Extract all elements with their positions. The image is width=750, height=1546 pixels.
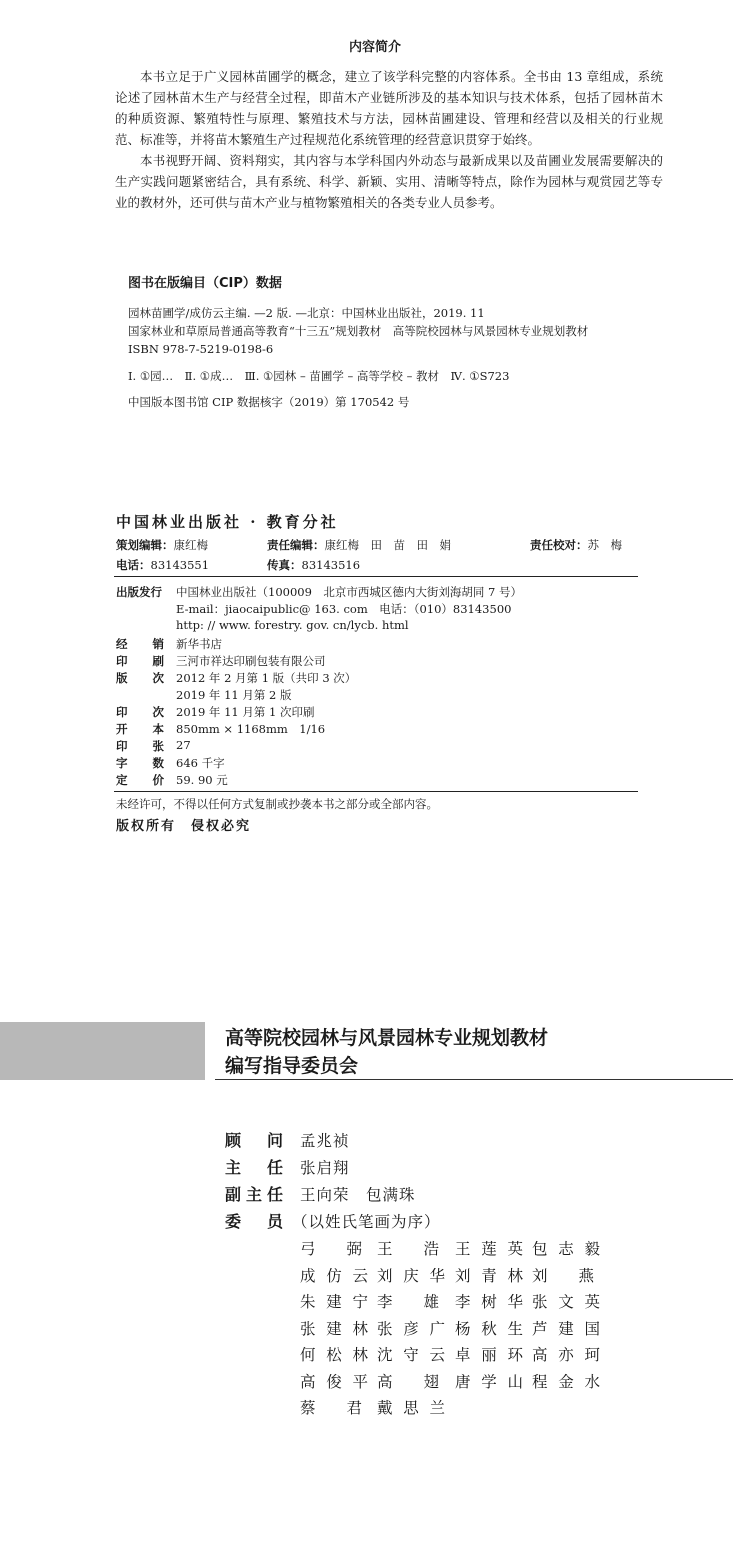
- summary-paragraph-2: 本书视野开阔、资料翔实，其内容与本学科国内外动态与最新成果以及苗圃业发展需要解决的生产实践问题紧密结合，具有系统、科学、新颖、实用、清晰等特点，除作为园林与观赏园艺等专业的教材外，还可供与苗木产业与植物繁殖相关的各类专业人员参考。: [115, 153, 663, 210]
- colophon-value-seller: 新华书店: [176, 637, 222, 651]
- committee-member: 成 仿 云: [300, 1266, 368, 1285]
- role-deputy-director: 副 主 任: [225, 1185, 283, 1204]
- committee-member: 弓 弼: [300, 1240, 362, 1258]
- fax: 83143516: [301, 558, 361, 572]
- committee-member: 蔡 君: [300, 1399, 362, 1417]
- committee-title-line1: 高等院校园林与风景园林专业规划教材: [225, 1027, 549, 1049]
- colophon-value-website: http: // www. forestry. gov. cn/lycb. html: [176, 618, 409, 632]
- committee-member: 李 树 华: [455, 1293, 523, 1311]
- committee-member: 高 翅: [377, 1372, 439, 1391]
- colophon-label-printer-text: 印 刷: [116, 654, 164, 668]
- committee-member: 高 亦 珂: [532, 1346, 600, 1364]
- colophon-label-price-text: 定 价: [116, 773, 164, 787]
- summary-title: 内容简介: [348, 40, 401, 55]
- role-advisor: 顾 问: [225, 1131, 283, 1150]
- colophon-label-sheets-text: 印 张: [116, 739, 164, 753]
- copy-notice: 未经许可，不得以任何方式复制或抄袭本书之部分或全部内容。: [116, 797, 438, 811]
- committee-member: 戴 思 兰: [377, 1399, 445, 1417]
- colophon-label-format-text: 开 本: [116, 722, 164, 736]
- committee-member: 刘 青 林: [455, 1266, 523, 1285]
- colophon-label-words: [116, 755, 174, 771]
- divider-top: [114, 576, 638, 577]
- editor-row: [116, 537, 208, 553]
- members-order-note: （以姓氏笔画为序）: [292, 1213, 441, 1231]
- colophon-label-printing: [116, 704, 174, 720]
- cip-title: 图书在版编目（CIP）数据: [128, 276, 282, 291]
- planning-editor: 康红梅: [173, 538, 208, 552]
- cip-line-5: 中国版本图书馆 CIP 数据核字（2019）第 170542 号: [128, 395, 410, 409]
- proofreader: 苏 梅: [587, 538, 622, 552]
- phone-row: [116, 557, 209, 573]
- publisher-name: 中国林业出版社 · 教育分社: [116, 513, 339, 531]
- committee-member: 杨 秋 生: [455, 1319, 523, 1338]
- colophon-value-edition-2: 2019 年 11 月第 2 版: [176, 688, 292, 702]
- colophon-value-printer: 三河市祥达印刷包装有限公司: [176, 654, 326, 668]
- advisor-name: 孟兆祯: [300, 1132, 350, 1150]
- proofreader-label: 责任校对：: [530, 538, 588, 552]
- colophon-value-address: 中国林业出版社（100009 北京市西城区德内大街刘海胡同 7 号）: [176, 585, 523, 599]
- responsible-editor: 康红梅 田 苗 田 娟: [324, 538, 451, 552]
- colophon-label-sheets: [116, 738, 174, 754]
- committee-title-line2: 编写指导委员会: [225, 1055, 359, 1077]
- planning-editor-label: 策划编辑：: [116, 538, 174, 552]
- divider-bottom: [114, 791, 638, 792]
- colophon-label-distribution: 出版发行: [116, 585, 162, 599]
- fax-label: 传真：: [267, 558, 302, 572]
- colophon-value-price: 59. 90 元: [176, 773, 228, 787]
- summary-paragraph-1: 本书立足于广义园林苗圃学的概念，建立了该学科完整的内容体系。全书由 13 章组成，系统论述了园林苗木生产与经营全过程，即苗木产业链所涉及的基本知识与技术体系，包括了园林苗木的种质资源、繁殖特性与原理、繁殖技术与方法，园林苗圃建设、管理和经营以及相关的行业规范、标准等，并将苗木繁殖生产过程规范化系统管理的经营意识贯穿于始终。: [115, 69, 663, 147]
- committee-member: 王 浩: [377, 1240, 439, 1258]
- colophon-label-price: [116, 772, 174, 788]
- colophon-value-words: 646 千字: [176, 756, 225, 770]
- committee-member: 沈 守 云: [377, 1346, 445, 1364]
- rights-reserved: 版权所有 侵权必究: [116, 819, 252, 834]
- committee-member: 卓 丽 环: [455, 1346, 523, 1364]
- committee-member: 包 志 毅: [532, 1240, 600, 1258]
- colophon-value-printing: 2019 年 11 月第 1 次印刷: [176, 705, 315, 719]
- colophon-value-format: 850mm × 1168mm 1/16: [176, 722, 326, 736]
- committee-member: 张 文 英: [532, 1293, 600, 1311]
- committee-member: 刘 燕: [532, 1266, 594, 1285]
- committee-title-underline: [215, 1079, 733, 1080]
- colophon-label-seller-text: 经 销: [116, 637, 164, 651]
- director-name: 张启翔: [300, 1159, 350, 1177]
- decorative-gray-block: [0, 1022, 205, 1080]
- colophon-label-printer: [116, 653, 174, 669]
- committee-member: 张 彦 广: [377, 1319, 445, 1338]
- cip-line-3: ISBN 978-7-5219-0198-6: [128, 342, 274, 356]
- cip-line-4: Ⅰ. ①园… Ⅱ. ①成… Ⅲ. ①园林 – 苗圃学 – 高等学校 – 教材 Ⅳ. ①S723: [128, 369, 510, 383]
- responsible-editor-row: [267, 537, 451, 553]
- committee-member: 刘 庆 华: [377, 1266, 445, 1285]
- role-members: 委 员: [225, 1212, 283, 1231]
- phone: 83143551: [150, 558, 210, 572]
- committee-member: 李 雄: [377, 1293, 439, 1311]
- responsible-editor-label: 责任编辑：: [267, 538, 325, 552]
- phone-label: 电话：: [116, 558, 151, 572]
- colophon-label-format: [116, 721, 174, 737]
- role-director: 主 任: [225, 1158, 283, 1177]
- committee-member: 唐 学 山: [455, 1372, 523, 1391]
- cip-line-2: 国家林业和草原局普通高等教育“十三五”规划教材 高等院校园林与风景园林专业规划教材: [128, 324, 589, 338]
- fax-row: [267, 557, 360, 573]
- colophon-value-email: E-mail：jiaocaipublic@ 163. com 电话：（010）83143500: [176, 602, 512, 616]
- committee-member: 王 莲 英: [455, 1240, 523, 1258]
- proofreader-row: [530, 537, 622, 553]
- committee-member: 张 建 林: [300, 1319, 368, 1338]
- colophon-value-sheets: 27: [176, 738, 191, 752]
- committee-member: 程 金 水: [532, 1372, 600, 1391]
- colophon-label-edition-text: 版 次: [116, 671, 164, 685]
- committee-member: 芦 建 国: [532, 1319, 600, 1338]
- cip-line-1: 园林苗圃学/成仿云主编. —2 版. —北京：中国林业出版社，2019. 11: [128, 306, 485, 320]
- colophon-label-seller: [116, 636, 174, 652]
- committee-member: 何 松 林: [300, 1346, 368, 1364]
- committee-member: 朱 建 宁: [300, 1293, 368, 1311]
- deputy-director-names: 王向荣 包满珠: [300, 1186, 416, 1204]
- colophon-label-words-text: 字 数: [116, 756, 164, 770]
- colophon-value-edition-1: 2012 年 2 月第 1 版（共印 3 次）: [176, 671, 357, 685]
- committee-member: 高 俊 平: [300, 1372, 368, 1391]
- colophon-label-printing-text: 印 次: [116, 705, 164, 719]
- colophon-label-edition: [116, 670, 174, 686]
